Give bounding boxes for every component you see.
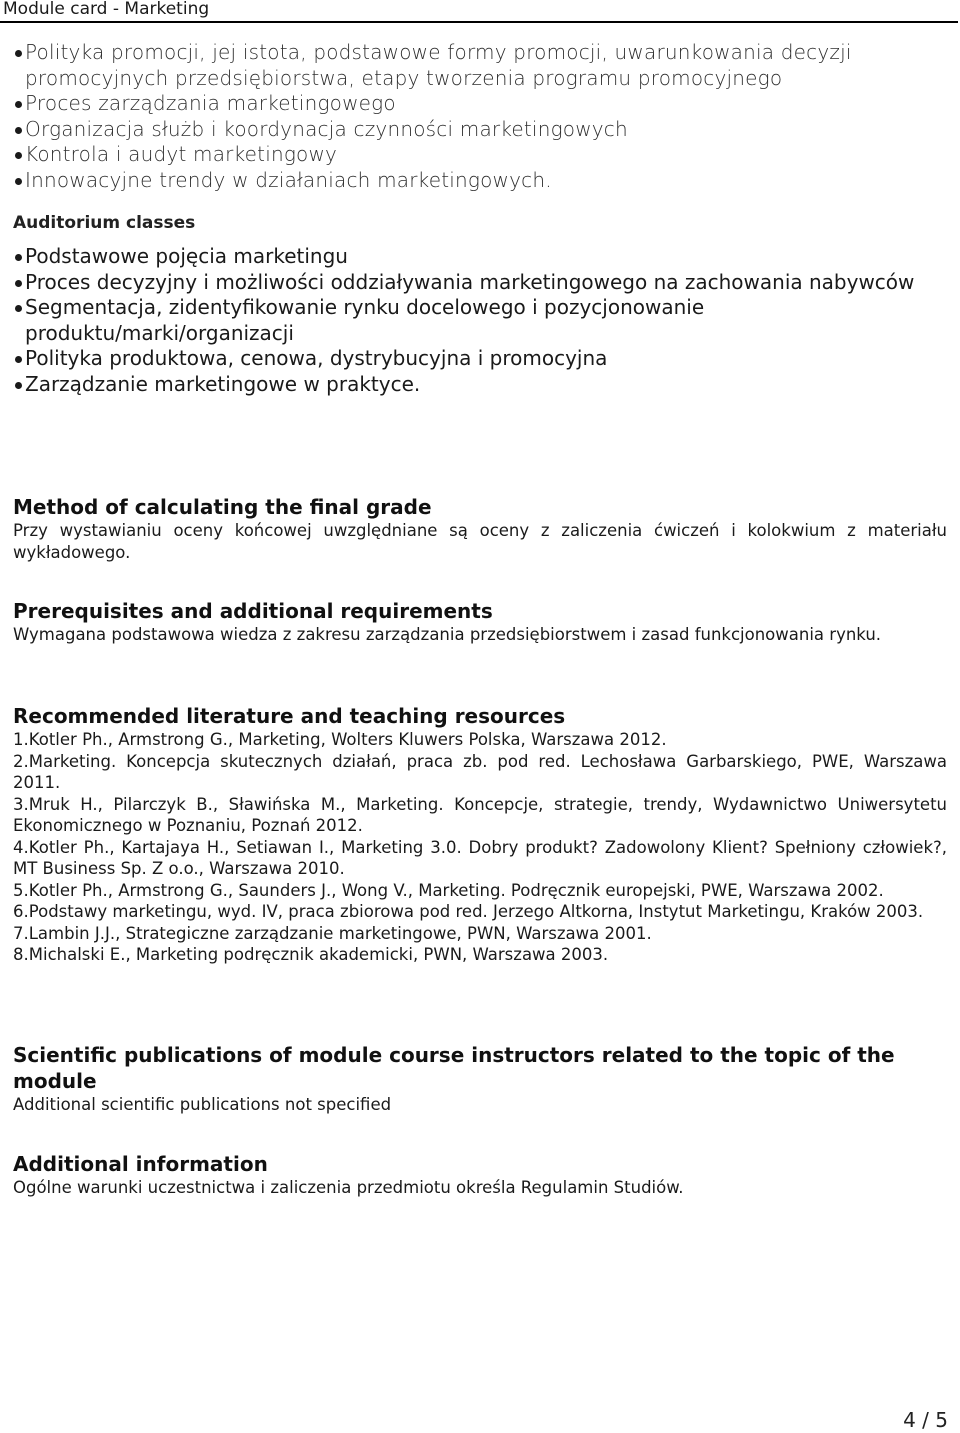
grading-section [13,494,947,563]
literature-item: 5.Kotler Ph., Armstrong G., Saunders J., Wong V., Marketing. Podręcznik europejski, PWE, Warszawa 2002. [13,880,884,900]
section-text: Wymagana podstawowa wiedza z zakresu zarządzania przedsiębiorstwem i zasad funkcjonowania rynku. [13,625,882,644]
list-item: Proces zarządzania marketingowego [13,91,960,117]
prerequisites-section [13,598,947,646]
literature-list [13,729,947,966]
literature-item: 3.Mruk H., Pilarczyk B., Sławińska M., Marketing. Koncepcje, strategie, trendy, Wydawnictwo Uniwersytetu Ekonomicznego w Poznaniu, Poznań 2012. [13,794,947,835]
section-text: Additional scientific publications not specified [13,1095,392,1114]
page-number: 4 / 5 [903,1408,948,1432]
list-item: Podstawowe pojęcia marketingu [13,244,960,270]
literature-section [13,703,947,966]
additional-info-section [13,1151,947,1199]
list-item: Innowacyjne trendy w działaniach marketingowych. [13,168,960,194]
section-heading: Recommended literature and teaching resources [13,704,566,728]
list-item: Polityka produktowa, cenowa, dystrybucyjna i promocyjna [13,346,960,372]
publications-section [13,1042,947,1116]
section-heading: Scientific publications of module course instructors related to the topic of the module [13,1043,895,1093]
section-heading: Additional information [13,1152,268,1176]
section-heading: Method of calculating the final grade [13,495,432,519]
section-text: Przy wystawianiu oceny końcowej uwzględniane są oceny z zaliczenia ćwiczeń i kolokwium z materiału wykładowego. [13,521,947,562]
list-item: Segmentacja, zidentyfikowanie rynku docelowego i pozycjonowanie produktu/marki/organizacji [13,295,960,346]
section-heading: Prerequisites and additional requirements [13,599,493,623]
literature-item: 7.Lambin J.J., Strategiczne zarządzanie marketingowe, PWN, Warszawa 2001. [13,923,652,943]
list-item: Zarządzanie marketingowe w praktyce. [13,372,960,398]
literature-item: 6.Podstawy marketingu, wyd. IV, praca zbiorowa pod red. Jerzego Altkorna, Instytut Marketingu, Kraków 2003. [13,902,924,921]
auditorium-heading: Auditorium classes [13,213,196,233]
list-item: Kontrola i audyt marketingowy [13,142,960,168]
literature-item: 4.Kotler Ph., Kartajaya H., Setiawan I., Marketing 3.0. Dobry produkt? Zadowolony Klient? Spełniony człowiek?, MT Business Sp. Z o.o., Warszawa 2010. [13,837,947,878]
list-item: Organizacja służb i koordynacja czynności marketingowych [13,117,960,143]
auditorium-topics-list [13,244,960,397]
document-title: Module card - Marketing [3,0,210,19]
list-item: Polityka promocji, jej istota, podstawowe formy promocji, uwarunkowania decyzji promocyjnych przedsiębiorstwa, etapy tworzenia programu promocyjnego [13,40,960,91]
literature-item: 1.Kotler Ph., Armstrong G., Marketing, Wolters Kluwers Polska, Warszawa 2012. [13,730,667,749]
lecture-topics-list [13,40,960,193]
literature-item: 2.Marketing. Koncepcja skutecznych działań, praca zb. pod red. Lechosława Garbarskiego, PWE, Warszawa 2011. [13,751,947,792]
list-item: Proces decyzyjny i możliwości oddziaływania marketingowego na zachowania nabywców [13,270,960,296]
literature-item: 8.Michalski E., Marketing podręcznik akademicki, PWN, Warszawa 2003. [13,945,609,964]
page-header [0,0,958,23]
section-text: Ogólne warunki uczestnictwa i zaliczenia przedmiotu określa Regulamin Studiów. [13,1178,684,1197]
